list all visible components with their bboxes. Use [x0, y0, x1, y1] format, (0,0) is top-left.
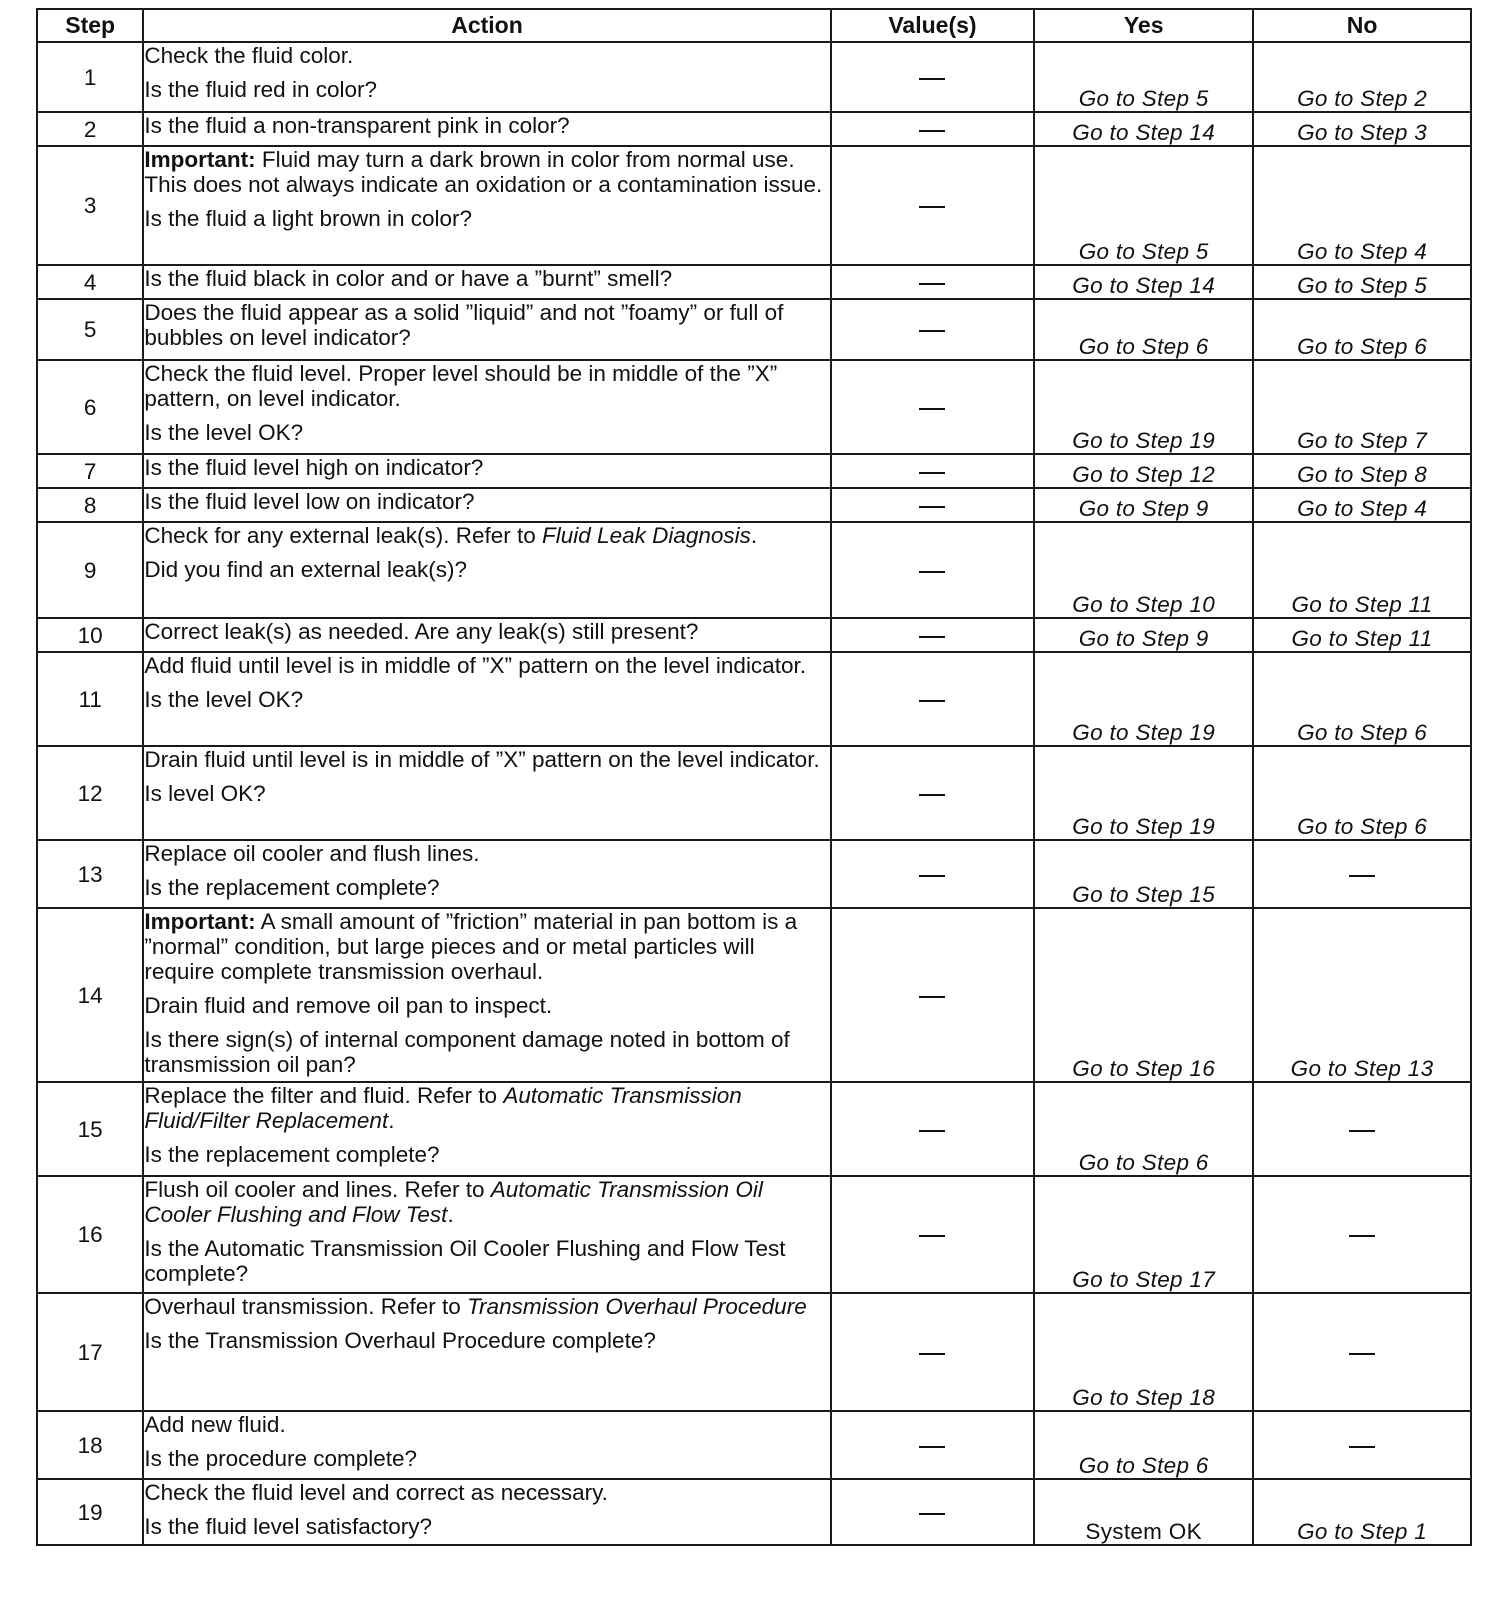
yes-cell: Go to Step 14	[1034, 265, 1253, 299]
yes-cell: Go to Step 18	[1034, 1293, 1253, 1411]
no-cell: Go to Step 7	[1253, 360, 1471, 454]
action-text: Does the fluid appear as a solid ”liquid” and not ”foamy” or full of bubbles on level indicator?	[144, 300, 784, 350]
yes-cell: Go to Step 14	[1034, 112, 1253, 146]
action-paragraph	[144, 1412, 829, 1437]
action-paragraph	[144, 1328, 829, 1353]
em-dash	[1349, 1353, 1375, 1355]
value-cell	[831, 146, 1035, 265]
action-cell	[143, 299, 830, 360]
value-cell	[831, 1411, 1035, 1479]
step-number: 3	[37, 146, 143, 265]
value-cell	[831, 522, 1035, 618]
table-row	[37, 522, 1471, 618]
action-text: Flush oil cooler and lines. Refer to	[144, 1177, 491, 1202]
action-cell	[143, 522, 830, 618]
yes-cell: Go to Step 6	[1034, 1082, 1253, 1176]
table-row	[37, 265, 1471, 299]
action-text: Is the fluid a non-transparent pink in color?	[144, 113, 570, 138]
table-row	[37, 454, 1471, 488]
value-cell	[831, 42, 1035, 112]
step-number: 14	[37, 908, 143, 1082]
table-row	[37, 360, 1471, 454]
header-row	[37, 9, 1471, 42]
yes-cell: Go to Step 5	[1034, 146, 1253, 265]
em-dash	[919, 472, 945, 474]
no-cell: Go to Step 6	[1253, 746, 1471, 840]
yes-cell: System OK	[1034, 1479, 1253, 1545]
action-cell	[143, 265, 830, 299]
action-paragraph	[144, 147, 829, 197]
no-cell	[1253, 1411, 1471, 1479]
em-dash	[919, 78, 945, 80]
header-values: Value(s)	[831, 9, 1035, 42]
action-paragraph	[144, 113, 829, 138]
step-number: 1	[37, 42, 143, 112]
step-number: 12	[37, 746, 143, 840]
action-text: Is the fluid black in color and or have a ”burnt” smell?	[144, 266, 673, 291]
em-dash	[919, 130, 945, 132]
action-paragraph	[144, 1446, 829, 1471]
table-row	[37, 1411, 1471, 1479]
table-row	[37, 146, 1471, 265]
action-paragraph	[144, 653, 829, 678]
table-row	[37, 1293, 1471, 1411]
em-dash	[919, 1353, 945, 1355]
step-number: 5	[37, 299, 143, 360]
value-cell	[831, 265, 1035, 299]
yes-cell: Go to Step 16	[1034, 908, 1253, 1082]
no-cell: Go to Step 6	[1253, 652, 1471, 746]
yes-cell: Go to Step 5	[1034, 42, 1253, 112]
table-row	[37, 1479, 1471, 1545]
em-dash	[919, 330, 945, 332]
action-text: .	[447, 1202, 454, 1227]
action-paragraph	[144, 619, 829, 644]
yes-cell: Go to Step 6	[1034, 299, 1253, 360]
action-paragraph	[144, 1142, 829, 1167]
step-number: 17	[37, 1293, 143, 1411]
em-dash	[1349, 1235, 1375, 1237]
table-row	[37, 908, 1471, 1082]
no-cell: Go to Step 1	[1253, 1479, 1471, 1545]
yes-cell: Go to Step 9	[1034, 618, 1253, 652]
no-cell	[1253, 1293, 1471, 1411]
action-text: Is the fluid level high on indicator?	[144, 455, 484, 480]
step-number: 13	[37, 840, 143, 908]
em-dash	[919, 206, 945, 208]
table-row	[37, 112, 1471, 146]
step-number: 11	[37, 652, 143, 746]
reference-title: Automatic Transmission Oil Cooler Flushing and Flow Test	[144, 1177, 763, 1227]
step-number: 7	[37, 454, 143, 488]
action-paragraph	[144, 841, 829, 866]
step-number: 2	[37, 112, 143, 146]
em-dash	[1349, 875, 1375, 877]
value-cell	[831, 746, 1035, 840]
table-row	[37, 299, 1471, 360]
action-text: Is the level OK?	[144, 420, 304, 445]
action-cell	[143, 908, 830, 1082]
yes-cell: Go to Step 10	[1034, 522, 1253, 618]
value-cell	[831, 360, 1035, 454]
value-cell	[831, 840, 1035, 908]
action-paragraph	[144, 266, 829, 291]
action-text: Add fluid until level is in middle of ”X” pattern on the level indicator.	[144, 653, 806, 678]
action-text: Check the fluid level. Proper level should be in middle of the ”X” pattern, on level indicator.	[144, 361, 778, 411]
step-number: 16	[37, 1176, 143, 1293]
action-paragraph	[144, 361, 829, 411]
value-cell	[831, 1082, 1035, 1176]
table-row	[37, 652, 1471, 746]
action-paragraph	[144, 1027, 829, 1077]
important-label: Important:	[144, 909, 256, 934]
action-text: Is the fluid red in color?	[144, 77, 377, 102]
action-text: Did you find an external leak(s)?	[144, 557, 468, 582]
action-text: Is the fluid a light brown in color?	[144, 206, 473, 231]
action-paragraph	[144, 875, 829, 900]
action-text: Is the replacement complete?	[144, 875, 440, 900]
em-dash	[919, 875, 945, 877]
action-text: Is the replacement complete?	[144, 1142, 440, 1167]
reference-title: Transmission Overhaul Procedure	[466, 1294, 807, 1319]
yes-cell: Go to Step 12	[1034, 454, 1253, 488]
action-paragraph	[144, 300, 829, 350]
action-paragraph	[144, 1294, 829, 1319]
header-yes: Yes	[1034, 9, 1253, 42]
action-cell	[143, 360, 830, 454]
value-cell	[831, 454, 1035, 488]
table-row	[37, 618, 1471, 652]
action-paragraph	[144, 1236, 829, 1286]
yes-cell: Go to Step 15	[1034, 840, 1253, 908]
step-number: 9	[37, 522, 143, 618]
em-dash	[919, 1235, 945, 1237]
step-number: 8	[37, 488, 143, 522]
no-cell: Go to Step 3	[1253, 112, 1471, 146]
em-dash	[919, 996, 945, 998]
action-cell	[143, 1479, 830, 1545]
step-number: 4	[37, 265, 143, 299]
no-cell: Go to Step 13	[1253, 908, 1471, 1082]
yes-cell: Go to Step 17	[1034, 1176, 1253, 1293]
action-text: Add new fluid.	[144, 1412, 286, 1437]
action-text: Is the procedure complete?	[144, 1446, 418, 1471]
value-cell	[831, 1176, 1035, 1293]
table-header	[37, 9, 1471, 42]
action-cell	[143, 1293, 830, 1411]
step-number: 6	[37, 360, 143, 454]
action-text: Is level OK?	[144, 781, 266, 806]
action-paragraph	[144, 993, 829, 1018]
action-cell	[143, 42, 830, 112]
action-paragraph	[144, 557, 829, 582]
action-paragraph	[144, 1514, 829, 1539]
action-text: Is there sign(s) of internal component damage noted in bottom of transmission oil pan?	[144, 1027, 790, 1077]
em-dash	[1349, 1130, 1375, 1132]
em-dash	[919, 1513, 945, 1515]
action-paragraph	[144, 43, 829, 68]
step-number: 19	[37, 1479, 143, 1545]
action-text: Drain fluid until level is in middle of ”X” pattern on the level indicator.	[144, 747, 820, 772]
action-text: A small amount of ”friction” material in pan bottom is a ”normal” condition, but large pieces and or metal particles will require complete transmission overhaul.	[144, 909, 798, 984]
table-row	[37, 1176, 1471, 1293]
important-label: Important:	[144, 147, 256, 172]
table-body	[37, 42, 1471, 1545]
no-cell	[1253, 840, 1471, 908]
em-dash	[919, 700, 945, 702]
action-text: Check for any external leak(s). Refer to	[144, 523, 543, 548]
value-cell	[831, 908, 1035, 1082]
yes-cell: Go to Step 19	[1034, 746, 1253, 840]
action-cell	[143, 840, 830, 908]
action-text: Is the fluid level low on indicator?	[144, 489, 475, 514]
step-number: 10	[37, 618, 143, 652]
no-cell	[1253, 1176, 1471, 1293]
action-paragraph	[144, 909, 829, 984]
em-dash	[919, 1446, 945, 1448]
action-cell	[143, 146, 830, 265]
action-paragraph	[144, 455, 829, 480]
value-cell	[831, 112, 1035, 146]
em-dash	[919, 636, 945, 638]
action-cell	[143, 488, 830, 522]
yes-cell: Go to Step 19	[1034, 360, 1253, 454]
em-dash	[919, 794, 945, 796]
reference-title: Fluid Leak Diagnosis	[542, 523, 751, 548]
yes-cell: Go to Step 6	[1034, 1411, 1253, 1479]
action-text: .	[750, 523, 758, 548]
no-cell: Go to Step 4	[1253, 488, 1471, 522]
action-paragraph	[144, 1083, 829, 1133]
no-cell: Go to Step 8	[1253, 454, 1471, 488]
table-row	[37, 840, 1471, 908]
action-paragraph	[144, 1480, 829, 1505]
action-text: Is the Transmission Overhaul Procedure complete?	[144, 1328, 656, 1353]
action-text: .	[388, 1108, 395, 1133]
value-cell	[831, 652, 1035, 746]
table-row	[37, 42, 1471, 112]
action-cell	[143, 746, 830, 840]
em-dash	[919, 506, 945, 508]
action-text: Drain fluid and remove oil pan to inspect.	[144, 993, 553, 1018]
yes-cell: Go to Step 19	[1034, 652, 1253, 746]
no-cell: Go to Step 4	[1253, 146, 1471, 265]
table-row	[37, 746, 1471, 840]
header-step: Step	[37, 9, 143, 42]
action-text: Check the fluid color.	[144, 43, 354, 68]
no-cell: Go to Step 2	[1253, 42, 1471, 112]
em-dash	[919, 408, 945, 410]
action-text: Check the fluid level and correct as necessary.	[144, 1480, 608, 1505]
value-cell	[831, 618, 1035, 652]
value-cell	[831, 299, 1035, 360]
header-no: No	[1253, 9, 1471, 42]
action-paragraph	[144, 489, 829, 514]
action-paragraph	[144, 781, 829, 806]
reference-title: Automatic Transmission Fluid/Filter Replacement	[144, 1083, 742, 1133]
fluid-diagnosis-table	[36, 8, 1472, 1546]
table-row	[37, 488, 1471, 522]
step-number: 18	[37, 1411, 143, 1479]
action-text: Replace the filter and fluid. Refer to	[144, 1083, 504, 1108]
value-cell	[831, 488, 1035, 522]
action-text: Replace oil cooler and flush lines.	[144, 841, 480, 866]
em-dash	[919, 571, 945, 573]
action-cell	[143, 1082, 830, 1176]
no-cell: Go to Step 11	[1253, 618, 1471, 652]
action-paragraph	[144, 77, 829, 102]
action-text: Is the Automatic Transmission Oil Cooler Flushing and Flow Test complete?	[144, 1236, 786, 1286]
action-cell	[143, 652, 830, 746]
no-cell	[1253, 1082, 1471, 1176]
action-cell	[143, 618, 830, 652]
action-text: Fluid may turn a dark brown in color from normal use. This does not always indicate an oxidation or a contamination issue.	[144, 147, 823, 197]
action-cell	[143, 112, 830, 146]
action-paragraph	[144, 523, 829, 548]
action-cell	[143, 454, 830, 488]
no-cell: Go to Step 5	[1253, 265, 1471, 299]
value-cell	[831, 1293, 1035, 1411]
action-paragraph	[144, 687, 829, 712]
action-text: Is the fluid level satisfactory?	[144, 1514, 432, 1539]
em-dash	[1349, 1446, 1375, 1448]
value-cell	[831, 1479, 1035, 1545]
no-cell: Go to Step 11	[1253, 522, 1471, 618]
action-cell	[143, 1411, 830, 1479]
action-text: Correct leak(s) as needed. Are any leak(s) still present?	[144, 619, 699, 644]
action-text: Overhaul transmission. Refer to	[144, 1294, 467, 1319]
action-paragraph	[144, 206, 829, 231]
action-cell	[143, 1176, 830, 1293]
step-number: 15	[37, 1082, 143, 1176]
table-row	[37, 1082, 1471, 1176]
header-action: Action	[143, 9, 830, 42]
em-dash	[919, 283, 945, 285]
action-text: Is the level OK?	[144, 687, 304, 712]
yes-cell: Go to Step 9	[1034, 488, 1253, 522]
no-cell: Go to Step 6	[1253, 299, 1471, 360]
action-paragraph	[144, 1177, 829, 1227]
em-dash	[919, 1130, 945, 1132]
action-paragraph	[144, 420, 829, 445]
action-paragraph	[144, 747, 829, 772]
diagnostic-table-container	[36, 8, 1472, 1546]
